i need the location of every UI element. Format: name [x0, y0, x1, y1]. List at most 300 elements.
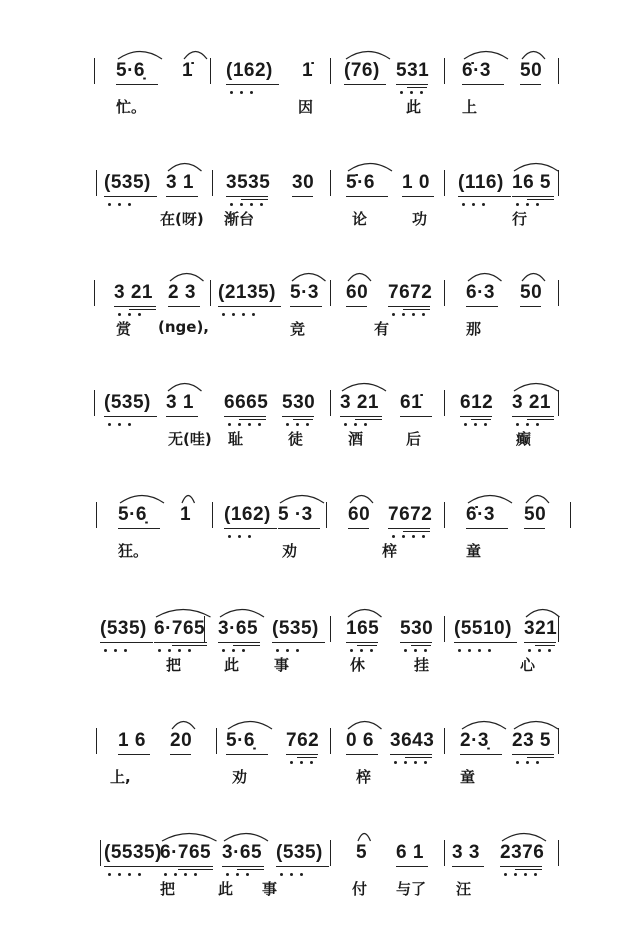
lyric-syllable: 此	[218, 880, 234, 898]
octave-dot	[174, 873, 177, 876]
octave-dot	[238, 423, 241, 426]
octave-dot	[462, 203, 465, 206]
barline	[558, 840, 559, 866]
beam-line	[460, 754, 502, 755]
octave-dot	[504, 873, 507, 876]
note-group: 3·65	[218, 618, 259, 639]
slur-arc	[522, 52, 545, 60]
octave-dot	[138, 313, 141, 316]
octave-dot	[548, 649, 551, 652]
slur-arc	[514, 384, 558, 392]
octave-dot	[128, 873, 131, 876]
lyric-syllable: 劝	[282, 542, 298, 560]
note-group: (535)	[276, 842, 323, 863]
beam-line	[218, 642, 260, 643]
beam-line	[340, 416, 382, 417]
beam-line	[276, 866, 329, 867]
beam-line	[241, 199, 268, 200]
beam-line	[535, 645, 555, 646]
barline	[330, 728, 331, 754]
barline	[326, 502, 327, 528]
lyric-syllable: 童	[466, 542, 482, 560]
lyric-syllable: 因	[298, 98, 314, 116]
octave-dot	[536, 761, 539, 764]
slur-arc	[350, 496, 373, 504]
octave-dot	[128, 313, 131, 316]
notation-row	[0, 492, 640, 532]
note-group: 60	[346, 282, 369, 303]
barline	[444, 502, 445, 528]
slur-arc	[342, 384, 386, 392]
score-system	[0, 48, 640, 158]
beam-line	[272, 642, 325, 643]
beam-line	[114, 306, 156, 307]
slur-arc	[348, 722, 382, 730]
octave-dot	[400, 91, 403, 94]
note-group: 7672	[388, 282, 433, 303]
octave-dot	[242, 313, 245, 316]
slur-arc	[502, 834, 546, 842]
octave-dot	[296, 423, 299, 426]
note-group: 3 21	[114, 282, 153, 303]
beam-line	[293, 419, 313, 420]
lyric-syllable: 无(哇)	[168, 430, 212, 448]
slur-arc	[168, 164, 202, 172]
notation-row	[0, 830, 640, 870]
beam-line	[500, 866, 542, 867]
lyric-syllable: 癫	[516, 430, 532, 448]
note-group: 3535	[226, 172, 271, 193]
barline	[330, 616, 331, 642]
note-group: 1	[180, 504, 192, 525]
octave-dot	[526, 203, 529, 206]
beam-line	[527, 199, 554, 200]
beam-line	[527, 419, 554, 420]
octave-dot	[184, 873, 187, 876]
note-group: 5	[356, 842, 368, 863]
slur-arc	[358, 834, 371, 842]
beam-line	[403, 309, 430, 310]
octave-dot	[472, 203, 475, 206]
beam-line	[166, 416, 198, 417]
lyric-syllable: 徒	[288, 430, 304, 448]
octave-dot	[138, 873, 141, 876]
octave-dot	[484, 423, 487, 426]
slur-arc	[280, 496, 324, 504]
note-group: 3·65	[222, 842, 263, 863]
slur-arc	[120, 496, 164, 504]
beam-line	[515, 869, 542, 870]
beam-line	[346, 196, 388, 197]
slur-arc	[526, 610, 560, 618]
octave-dot	[290, 873, 293, 876]
beam-line	[282, 416, 314, 417]
lyric-syllable: 狂。	[118, 542, 149, 560]
note-group: (5510)	[454, 618, 512, 639]
slur-layer	[0, 270, 640, 310]
octave-dot	[478, 649, 481, 652]
barline	[330, 280, 331, 306]
lyrics-row	[0, 208, 640, 234]
octave-dot	[118, 873, 121, 876]
octave-dot	[424, 761, 427, 764]
slur-arc	[468, 274, 502, 282]
octave-dot	[306, 423, 309, 426]
octave-dot	[188, 649, 191, 652]
beam-line	[222, 866, 264, 867]
note-group: 50	[520, 60, 543, 81]
beam-line	[458, 196, 511, 197]
beam-line	[278, 528, 320, 529]
note-group: 5 ·3	[278, 504, 313, 525]
beam-line	[160, 866, 213, 867]
slur-arc	[118, 52, 162, 60]
lyric-syllable: 忙。	[116, 98, 147, 116]
note-group: 531	[396, 60, 430, 81]
octave-dot	[252, 313, 255, 316]
octave-dot	[474, 423, 477, 426]
octave-dot	[538, 649, 541, 652]
octave-dot	[242, 649, 245, 652]
octave-dot	[114, 649, 117, 652]
note-group: 3 21	[512, 392, 551, 413]
octave-dot	[238, 535, 241, 538]
barline	[330, 390, 331, 416]
lyrics-row	[0, 654, 640, 680]
beam-line	[344, 84, 386, 85]
lyric-syllable: 事	[262, 880, 278, 898]
octave-dot	[300, 873, 303, 876]
barline	[96, 502, 97, 528]
beam-line	[286, 754, 318, 755]
octave-dot	[516, 423, 519, 426]
octave-dot	[286, 649, 289, 652]
note-group: 3643	[390, 730, 435, 751]
note-group: 50	[524, 504, 547, 525]
beam-line	[400, 416, 432, 417]
octave-dot	[402, 313, 405, 316]
octave-dot	[250, 91, 253, 94]
slur-arc	[170, 274, 204, 282]
slur-arc	[464, 52, 508, 60]
beam-line	[346, 642, 378, 643]
note-group: 5·6̣	[226, 730, 255, 751]
slur-arc	[348, 274, 371, 282]
note-group: 3 1	[166, 172, 194, 193]
beam-line	[524, 528, 545, 529]
note-group: 530	[400, 618, 434, 639]
note-group: 20	[170, 730, 193, 751]
octave-dot	[422, 313, 425, 316]
score-system	[0, 270, 640, 380]
octave-dot	[468, 649, 471, 652]
octave-dot	[118, 423, 121, 426]
note-group: 16 5	[512, 172, 551, 193]
note-group: 3 1	[166, 392, 194, 413]
octave-dot	[516, 203, 519, 206]
octave-dot	[248, 423, 251, 426]
beam-line	[118, 754, 150, 755]
beam-line	[512, 754, 554, 755]
octave-dot	[232, 313, 235, 316]
lyric-syllable: 挂	[414, 656, 430, 674]
beam-line	[471, 419, 491, 420]
barline	[330, 58, 331, 84]
note-group: 1 6	[118, 730, 146, 751]
note-group: 165	[346, 618, 380, 639]
lyric-syllable: (nge),	[158, 318, 209, 336]
lyric-syllable: 有	[374, 320, 390, 338]
beam-line	[226, 754, 268, 755]
barline	[94, 390, 95, 416]
octave-dot	[230, 91, 233, 94]
beam-line	[512, 416, 554, 417]
beam-line	[226, 84, 279, 85]
barline	[212, 170, 213, 196]
beam-line	[466, 528, 508, 529]
octave-dot	[310, 761, 313, 764]
note-group: 612	[460, 392, 494, 413]
lyric-syllable: 此	[224, 656, 240, 674]
beam-line	[297, 757, 317, 758]
note-group: 2376	[500, 842, 545, 863]
lyric-syllable: 心	[520, 656, 536, 674]
beam-line	[462, 84, 504, 85]
note-group: (5535)	[104, 842, 162, 863]
octave-dot	[230, 203, 233, 206]
beam-line	[407, 87, 427, 88]
slur-arc	[468, 496, 512, 504]
barline	[444, 728, 445, 754]
lyric-syllable: 论	[352, 210, 368, 228]
octave-dot	[258, 423, 261, 426]
note-group: 321	[524, 618, 558, 639]
barline	[444, 170, 445, 196]
slur-arc	[172, 722, 195, 730]
barline	[558, 390, 559, 416]
note-group: 2·3̣	[460, 730, 489, 751]
lyrics-row	[0, 318, 640, 344]
beam-line	[104, 196, 157, 197]
barline	[94, 58, 95, 84]
score-system	[0, 830, 640, 940]
octave-dot	[536, 203, 539, 206]
note-group: 6̇·3	[466, 504, 495, 525]
slur-arc	[462, 722, 506, 730]
octave-dot	[178, 649, 181, 652]
lyric-syllable: 梓	[356, 768, 372, 786]
octave-dot	[276, 649, 279, 652]
beam-line	[454, 642, 517, 643]
beam-line	[512, 196, 554, 197]
octave-dot	[248, 535, 251, 538]
octave-dot	[412, 313, 415, 316]
beam-line	[466, 306, 498, 307]
octave-dot	[290, 761, 293, 764]
octave-dot	[164, 873, 167, 876]
octave-dot	[350, 649, 353, 652]
barline	[210, 280, 211, 306]
barline	[212, 502, 213, 528]
beam-line	[402, 196, 434, 197]
note-group: 6·3	[466, 282, 495, 303]
barline	[570, 502, 571, 528]
octave-dot	[424, 649, 427, 652]
note-group: 1̇	[182, 60, 194, 81]
octave-dot	[414, 649, 417, 652]
beam-line	[129, 309, 156, 310]
lyrics-row	[0, 96, 640, 122]
slur-arc	[162, 834, 217, 842]
beam-line	[520, 84, 541, 85]
octave-dot	[222, 649, 225, 652]
lyrics-row	[0, 878, 640, 904]
octave-dot	[158, 649, 161, 652]
octave-dot	[240, 203, 243, 206]
score-system	[0, 492, 640, 602]
barline	[444, 280, 445, 306]
lyrics-row	[0, 766, 640, 792]
lyric-syllable: 上	[462, 98, 478, 116]
note-group: 3 21	[340, 392, 379, 413]
beam-line	[396, 84, 428, 85]
slur-arc	[522, 274, 545, 282]
octave-dot	[420, 91, 423, 94]
slur-arc	[168, 384, 202, 392]
lyric-syllable: 把	[160, 880, 176, 898]
note-group: 5̇·6	[346, 172, 375, 193]
note-group: 762	[286, 730, 320, 751]
note-group: 3 3	[452, 842, 480, 863]
slur-arc	[156, 610, 211, 618]
octave-dot	[364, 423, 367, 426]
slur-arc	[292, 274, 326, 282]
octave-dot	[392, 313, 395, 316]
note-group: 5·6̣	[116, 60, 145, 81]
octave-dot	[524, 873, 527, 876]
slur-arc	[346, 52, 390, 60]
octave-dot	[536, 423, 539, 426]
beam-line	[400, 642, 432, 643]
lyric-syllable: 那	[466, 320, 482, 338]
beam-line	[520, 306, 541, 307]
note-group: 2 3	[168, 282, 196, 303]
octave-dot	[422, 535, 425, 538]
octave-dot	[104, 649, 107, 652]
beam-line	[355, 419, 382, 420]
beam-line	[168, 306, 200, 307]
lyrics-row	[0, 540, 640, 566]
beam-line	[100, 642, 153, 643]
octave-dot	[232, 649, 235, 652]
barline	[558, 728, 559, 754]
lyric-syllable: 耻	[228, 430, 244, 448]
beam-line	[224, 528, 277, 529]
slur-arc	[348, 610, 382, 618]
barline	[558, 280, 559, 306]
lyric-syllable: 劝	[232, 768, 248, 786]
octave-dot	[402, 535, 405, 538]
octave-dot	[108, 873, 111, 876]
notation-row	[0, 160, 640, 200]
slur-arc	[224, 834, 268, 842]
barline	[96, 170, 97, 196]
octave-dot	[414, 761, 417, 764]
beam-line	[170, 754, 191, 755]
slur-arc	[514, 164, 558, 172]
barline	[444, 390, 445, 416]
slur-layer	[0, 48, 640, 88]
barline	[100, 840, 101, 866]
beam-line	[218, 306, 281, 307]
note-group: 6665	[224, 392, 269, 413]
octave-dot	[228, 423, 231, 426]
octave-dot	[168, 649, 171, 652]
octave-dot	[108, 423, 111, 426]
lyric-syllable: 休	[350, 656, 366, 674]
lyric-syllable: 童	[460, 768, 476, 786]
octave-dot	[280, 873, 283, 876]
octave-dot	[404, 761, 407, 764]
beam-line	[460, 416, 492, 417]
octave-dot	[124, 649, 127, 652]
octave-dot	[464, 423, 467, 426]
note-group: (535)	[272, 618, 319, 639]
octave-dot	[228, 535, 231, 538]
beam-line	[411, 645, 431, 646]
note-group: 530	[282, 392, 316, 413]
octave-dot	[526, 423, 529, 426]
note-group: (2135)	[218, 282, 276, 303]
barline	[444, 616, 445, 642]
octave-dot	[236, 873, 239, 876]
note-group: 50	[520, 282, 543, 303]
beam-line	[154, 642, 207, 643]
lyric-syllable: 梓	[382, 542, 398, 560]
octave-dot	[488, 649, 491, 652]
note-group: (535)	[104, 392, 151, 413]
beam-line	[388, 306, 430, 307]
octave-dot	[222, 313, 225, 316]
beam-line	[116, 84, 158, 85]
score-system	[0, 606, 640, 716]
octave-dot	[354, 423, 357, 426]
beam-line	[405, 757, 432, 758]
octave-dot	[300, 761, 303, 764]
octave-dot	[344, 423, 347, 426]
note-group: 0 6	[346, 730, 374, 751]
beam-line	[239, 419, 266, 420]
note-group: 60	[348, 504, 371, 525]
beam-line	[357, 645, 377, 646]
octave-dot	[246, 873, 249, 876]
octave-dot	[412, 535, 415, 538]
note-group: 5·6̣	[118, 504, 147, 525]
lyric-syllable: 竞	[290, 320, 306, 338]
notation-row	[0, 380, 640, 420]
octave-dot	[370, 649, 373, 652]
octave-dot	[534, 873, 537, 876]
note-group: 1̇	[302, 60, 314, 81]
note-group: (162)	[224, 504, 271, 525]
beam-line	[346, 306, 367, 307]
octave-dot	[394, 761, 397, 764]
barline	[444, 58, 445, 84]
lyric-syllable: 酒	[348, 430, 364, 448]
beam-line	[390, 754, 432, 755]
lyric-syllable: 渐台	[224, 210, 255, 228]
barline	[96, 728, 97, 754]
